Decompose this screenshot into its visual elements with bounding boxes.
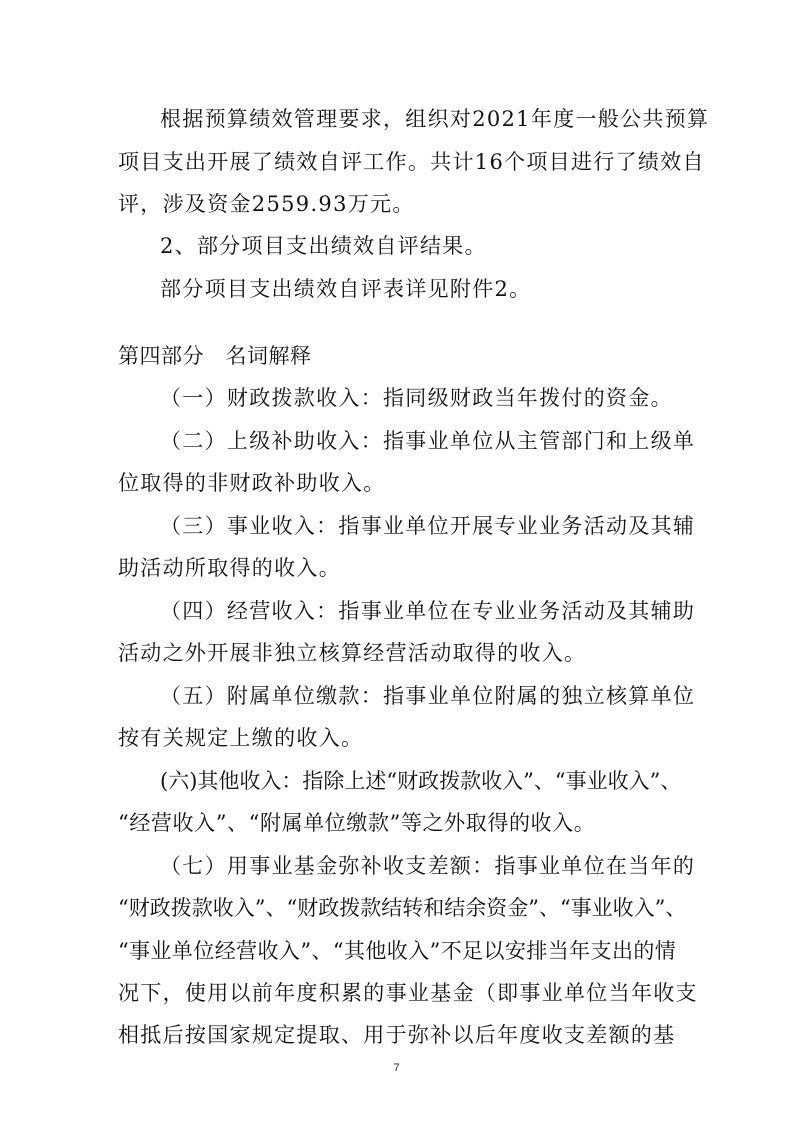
definition-item-3-cont: 助活动所取得的收入。 (118, 556, 341, 580)
definition-item-3: （三）事业收入：指事业单位开展专业业务活动及其辅 (160, 514, 696, 538)
subsection-body: 部分项目支出绩效自评表详见附件2。 (160, 277, 532, 301)
definition-item-5-cont: 按有关规定上缴的收入。 (118, 726, 364, 750)
definition-item-7-cont-1: “财政拨款收入”、“财政拨款结转和结余资金”、“事业收入”、 (118, 896, 687, 920)
definition-item-2: （二）上级补助收入：指事业单位从主管部门和上级单 (160, 429, 696, 453)
definition-item-6-cont: “经营收入”、“附属单位缴款”等之外取得的收入。 (118, 811, 596, 835)
page-number: 7 (393, 1062, 400, 1074)
definition-item-7-cont-3: 况下，使用以前年度积累的事业基金（即事业单位当年收支 (118, 981, 698, 1005)
intro-line-1: 根据预算绩效管理要求，组织对2021年度一般公共预算 (160, 107, 710, 131)
subsection-title: 2、部分项目支出绩效自评结果。 (160, 234, 487, 258)
definition-item-7: （七）用事业基金弥补收支差额：指事业单位在当年的 (160, 854, 696, 878)
definition-item-2-cont: 位取得的非财政补助收入。 (118, 471, 386, 495)
definition-item-4: （四）经营收入：指事业单位在专业业务活动及其辅助 (160, 599, 696, 623)
definition-item-5: （五）附属单位缴款：指事业单位附属的独立核算单位 (160, 684, 696, 708)
definition-item-6: (六)其他收入：指除上述“财政拨款收入”、“事业收入”、 (160, 769, 682, 793)
definition-item-7-cont-2: “事业单位经营收入”、“其他收入”不足以安排当年支出的情 (118, 939, 677, 963)
definition-item-4-cont: 活动之外开展非独立核算经营活动取得的收入。 (118, 641, 587, 665)
definition-item-7-cont-4: 相抵后按国家规定提取、用于弥补以后年度收支差额的基 (118, 1023, 676, 1047)
intro-line-3: 评，涉及资金2559.93万元。 (118, 192, 415, 216)
intro-line-2: 项目支出开展了绩效自评工作。共计16个项目进行了绩效自 (118, 150, 705, 174)
definition-item-1: （一）财政拨款收入：指同级财政当年拨付的资金。 (160, 386, 673, 410)
section-heading: 第四部分 名词解释 (118, 344, 312, 368)
